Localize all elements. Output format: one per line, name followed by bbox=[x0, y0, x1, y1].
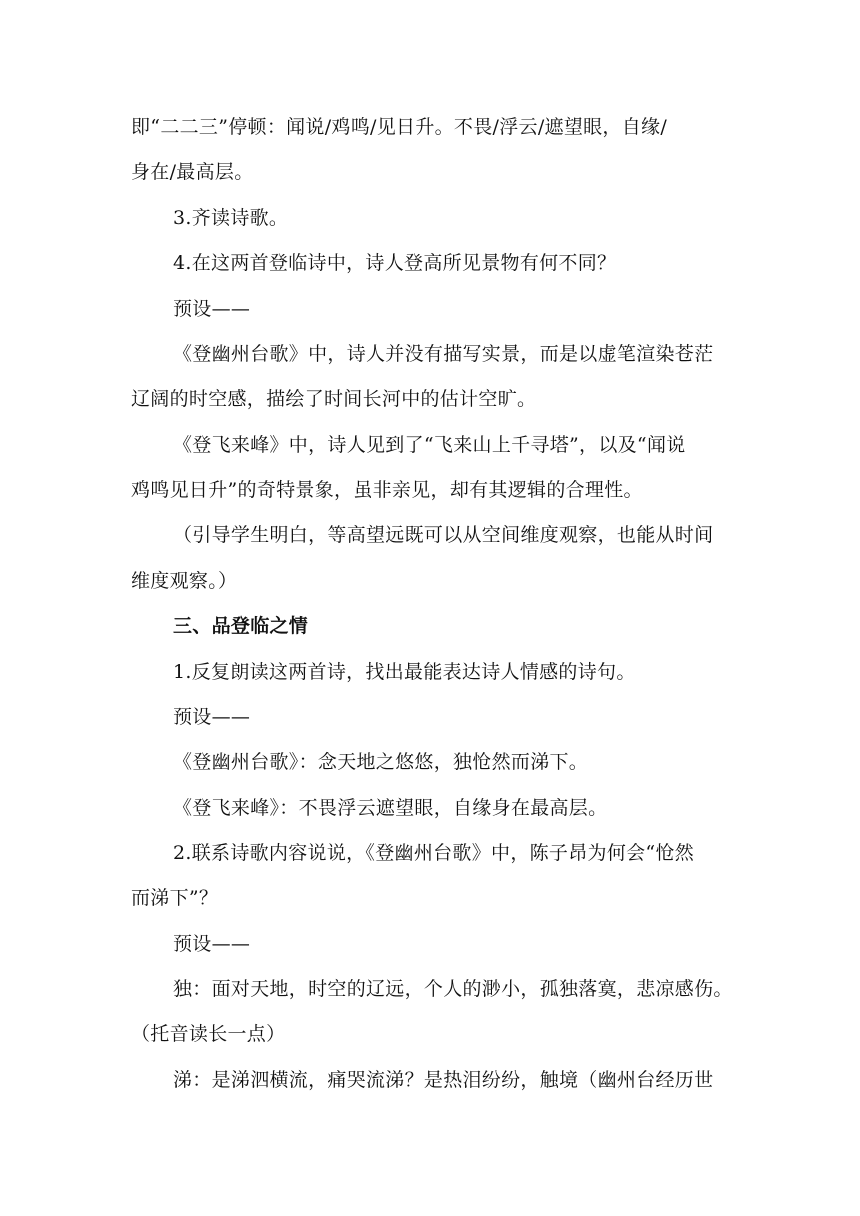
paragraph-line: 《登幽州台歌》：念天地之悠悠，独怆然而涕下。 bbox=[173, 751, 589, 773]
paragraph-line: 独：面对天地，时空的辽远，个人的渺小，孤独落寞，悲凉感伤。 bbox=[173, 978, 733, 1000]
paragraph-line: 涕：是涕泗横流，痛哭流涕？是热泪纷纷，触境（幽州台经历世 bbox=[173, 1069, 714, 1091]
paragraph-line: 《登飞来峰》：不畏浮云遮望眼，自缘身在最高层。 bbox=[173, 797, 608, 819]
paragraph-line: 辽阔的时空感，描绘了时间长河中的估计空旷。 bbox=[131, 388, 537, 410]
list-item: 2.联系诗歌内容说说，《登幽州台歌》中，陈子昂为何会“怆然 bbox=[173, 842, 695, 864]
paragraph-line: （托音读长一点） bbox=[131, 1023, 286, 1045]
list-item: 1.反复朗读这两首诗，找出最能表达诗人情感的诗句。 bbox=[173, 661, 636, 683]
preset-label: 预设—— bbox=[173, 706, 251, 728]
preset-label: 预设—— bbox=[173, 933, 251, 955]
preset-label: 预设—— bbox=[173, 298, 251, 320]
paragraph-line: （引导学生明白，等高望远既可以从空间维度观察，也能从时间 bbox=[173, 524, 714, 546]
paragraph-line: 《登飞来峰》中，诗人见到了“飞来山上千寻塔”，以及“闻说 bbox=[173, 434, 686, 456]
paragraph-line: 而涕下”？ bbox=[131, 887, 219, 909]
list-item: 3.齐读诗歌。 bbox=[173, 207, 289, 229]
paragraph-line: 鸡鸣见日升”的奇特景象，虽非亲见，却有其逻辑的合理性。 bbox=[131, 479, 643, 501]
list-item: 4.在这两首登临诗中，诗人登高所见景物有何不同？ bbox=[173, 252, 617, 274]
paragraph-line: 维度观察。） bbox=[131, 570, 238, 592]
paragraph-line: 《登幽州台歌》中，诗人并没有描写实景，而是以虚笔渲染苍茫 bbox=[173, 343, 714, 365]
paragraph-line: 身在/最高层。 bbox=[131, 161, 254, 183]
section-heading: 三、品登临之情 bbox=[173, 615, 309, 637]
paragraph-line: 即“二二三”停顿：闻说/鸡鸣/见日升。不畏/浮云/遮望眼，自缘/ bbox=[131, 116, 668, 138]
